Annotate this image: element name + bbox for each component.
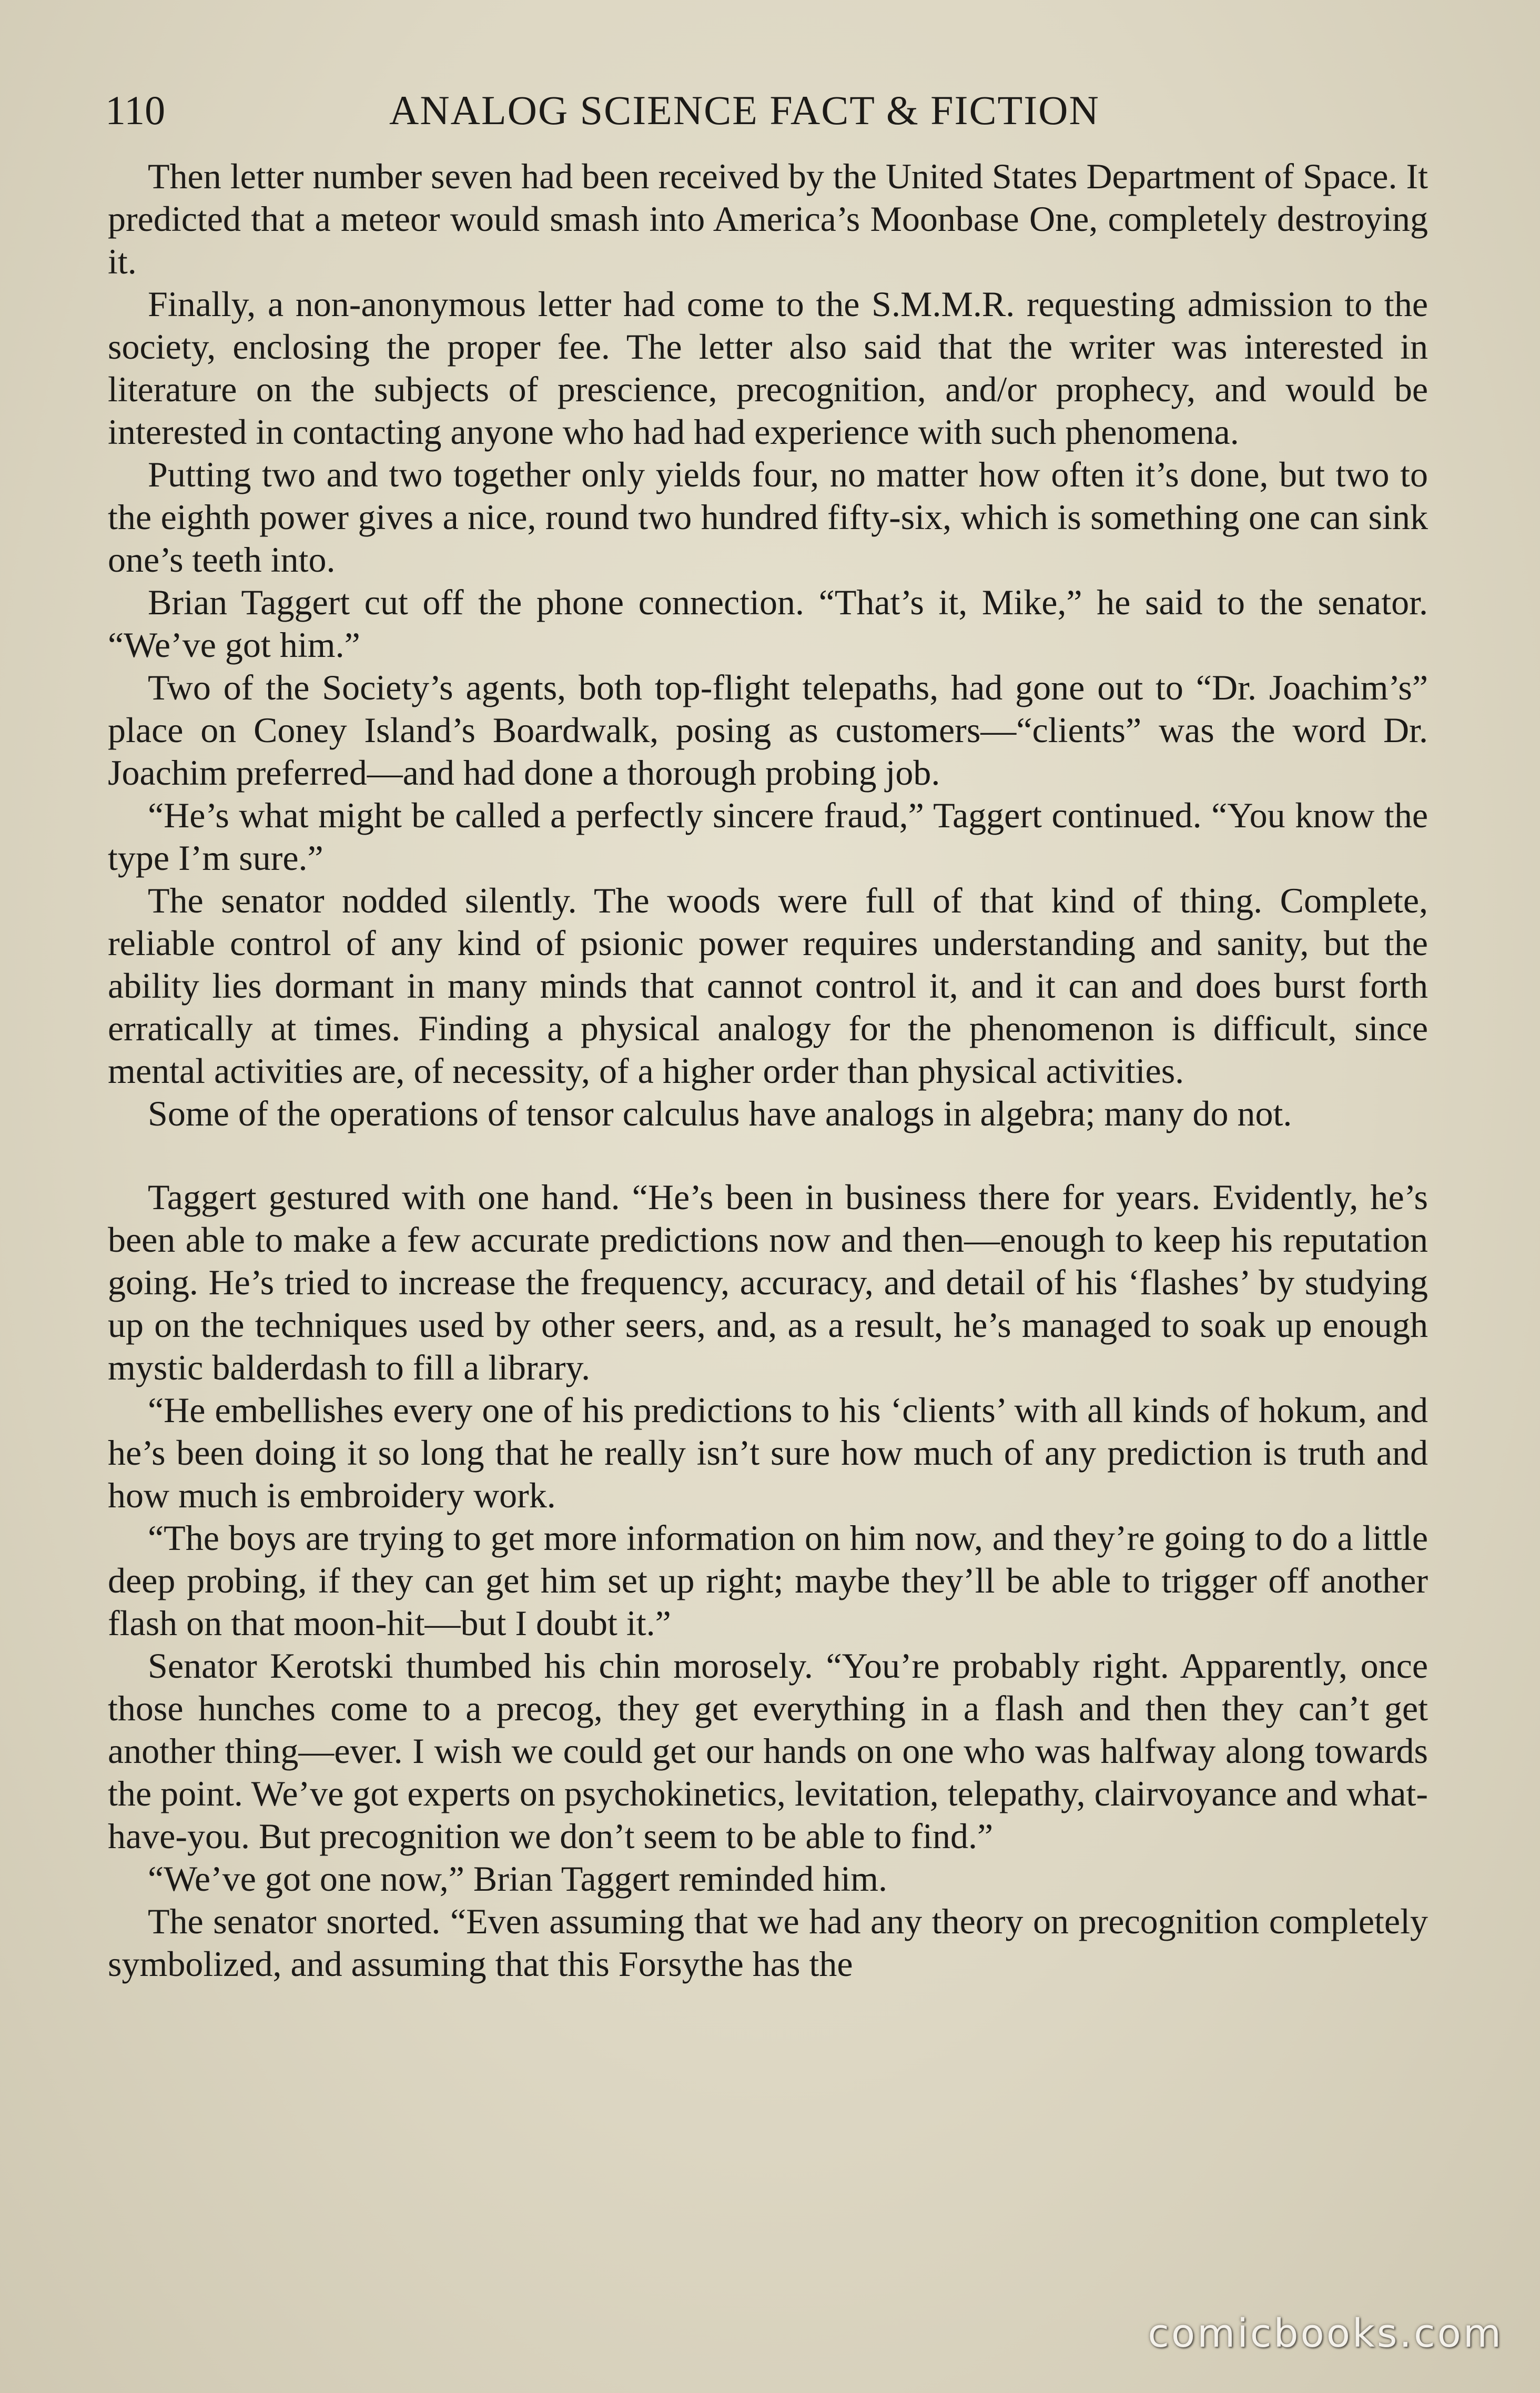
paragraph: “We’ve got one now,” Brian Taggert reminded him. <box>148 1859 887 1899</box>
paragraph: The senator snorted. “Even assuming that we had any theory on precognition completely symbolized, and assuming that this Forsythe has the <box>108 1901 1428 1984</box>
page-header <box>105 79 1431 142</box>
page-number: 110 <box>105 87 166 133</box>
paragraph: “He embellishes every one of his predictions to his ‘clients’ with all kinds of hokum, and he’s been doing it so long that he really isn’t sure how much of any prediction is truth and how much is embroidery work. <box>108 1390 1428 1515</box>
paragraph: Two of the Society’s agents, both top-flight telepaths, had gone out to “Dr. Joachim’s” place on Coney Island’s Boardwalk, posing as customers—“clients” was the word Dr. Joachim preferred—and had done a thorough probing job. <box>108 667 1428 793</box>
paragraph: “He’s what might be called a perfectly sincere fraud,” Taggert continued. “You know the type I’m sure.” <box>108 795 1428 878</box>
watermark: comicbooks.com <box>1148 2311 1503 2356</box>
paragraph: “The boys are trying to get more information on him now, and they’re going to do a little deep probing, if they can get him set up right; maybe they’ll be able to trigger off another flash on that moon-hit—but I doubt it.” <box>108 1518 1428 1643</box>
paragraph: The senator nodded silently. The woods were full of that kind of thing. Complete, reliable control of any kind of psionic power requires understanding and sanity, but the ability lies dormant in many minds that cannot control it, and it can and does burst forth erratically at times. Finding a physical analogy for the phenomenon is difficult, since mental activities are, of necessity, of a higher order than physical activities. <box>108 880 1428 1091</box>
paragraph: Brian Taggert cut off the phone connection. “That’s it, Mike,” he said to the senator. “We’ve got him.” <box>108 582 1428 665</box>
running-head: ANALOG SCIENCE FACT & FICTION <box>389 87 1100 133</box>
paragraph: Senator Kerotski thumbed his chin morosely. “You’re probably right. Apparently, once those hunches come to a precog, they get everything in a flash and then they can’t get another thing—ever. I wish we could get our hands on one who was halfway along towards the point. We’ve got experts on psychokinetics, levitation, telepathy, clairvoyance and what-have-you. But precognition we don’t seem to be able to find.” <box>108 1646 1428 1856</box>
paragraph: Some of the operations of tensor calculus have analogs in algebra; many do not. <box>148 1093 1292 1133</box>
paragraph: Taggert gestured with one hand. “He’s been in business there for years. Evidently, he’s been able to make a few accurate predictions now and then—enough to keep his reputation going. He’s tried to increase the frequency, accuracy, and detail of his ‘flashes’ by studying up on the techniques used by other seers, and, as a result, he’s managed to soak up enough mystic balderdash to fill a library. <box>108 1177 1428 1387</box>
paragraph: Finally, a non-anonymous letter had come to the S.M.M.R. requesting admission to the society, enclosing the proper fee. The letter also said that the writer was interested in literature on the subjects of prescience, precognition, and/or prophecy, and would be interested in contacting anyone who had had experience with such phenomena. <box>108 284 1428 452</box>
paragraph: Putting two and two together only yields four, no matter how often it’s done, but two to the eighth power gives a nice, round two hundred fifty-six, which is something one can sink one’s teeth into. <box>108 454 1428 580</box>
paragraph: Then letter number seven had been received by the United States Department of Space. It predicted that a meteor would smash into America’s Moonbase One, completely destroying it. <box>108 156 1428 281</box>
body-text <box>108 155 1428 1985</box>
